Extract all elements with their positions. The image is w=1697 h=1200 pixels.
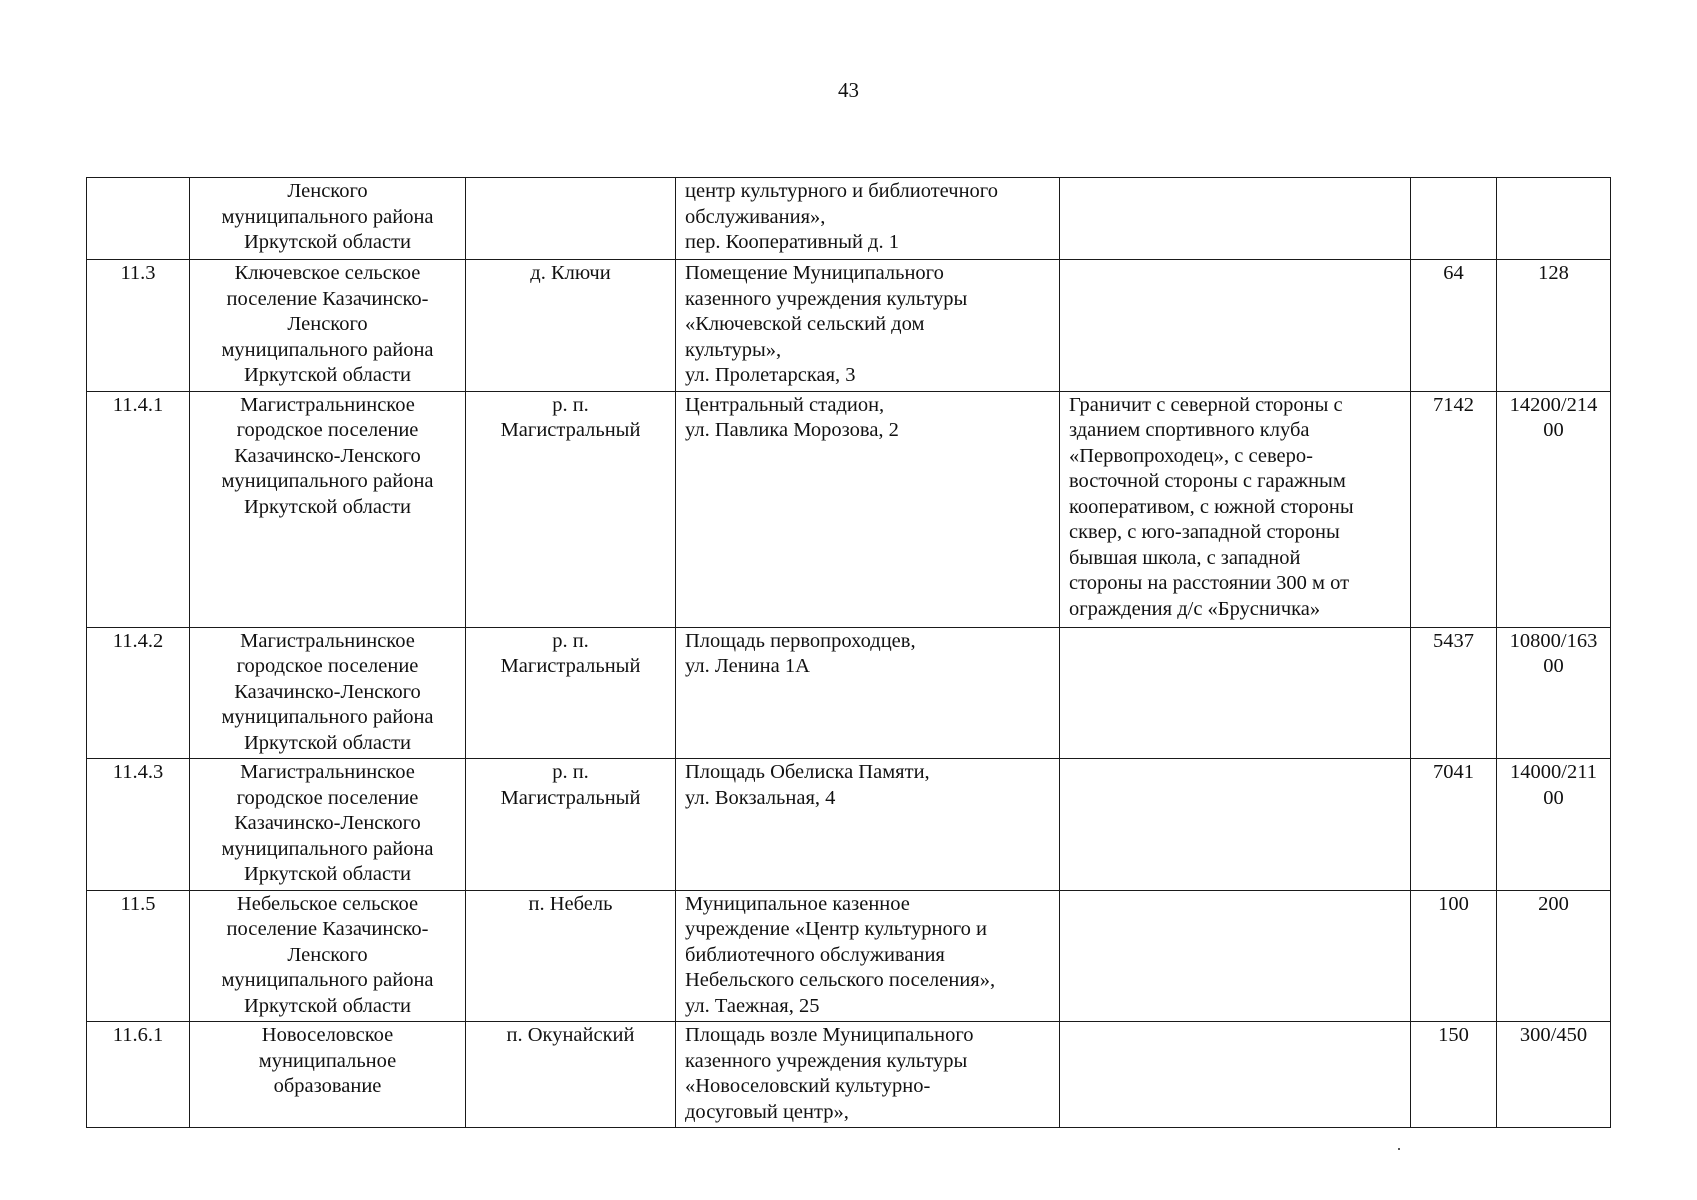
- municipality-line: поселение Казачинско-: [226, 287, 429, 310]
- area-cell: [1411, 178, 1497, 260]
- locality-line: п. Небель: [528, 892, 613, 915]
- boundaries-cell: [1060, 759, 1411, 891]
- capacity-cell: 200: [1497, 890, 1611, 1022]
- municipality-line: Ленского: [287, 180, 368, 202]
- capacity-cell: 14200/21400: [1497, 391, 1611, 627]
- table-body: [87, 178, 1611, 1128]
- venue-description-cell: [676, 178, 1060, 260]
- boundaries-line: кооперативом, с южной стороны: [1069, 495, 1354, 518]
- municipality-cell: [190, 391, 466, 627]
- boundaries-line: зданием спортивного клуба: [1069, 419, 1310, 441]
- row-number: 11.6.1: [87, 1022, 190, 1128]
- municipality-line: муниципального района: [221, 470, 434, 492]
- table-row: [87, 1022, 1611, 1128]
- municipality-line: Иркутской области: [243, 994, 412, 1017]
- scan-speck: [1398, 1148, 1400, 1150]
- municipality-line: муниципального района: [221, 837, 434, 860]
- row-number: [87, 178, 190, 260]
- table-row: [87, 178, 1611, 260]
- boundaries-line: «Первопроходец», с северо-: [1069, 444, 1313, 467]
- venue-description-line: пер. Кооперативный д. 1: [685, 231, 899, 253]
- table-row: [87, 627, 1611, 759]
- venue-description-line: Площадь возле Муниципального: [685, 1024, 974, 1046]
- boundaries-line: Граничит с северной стороны с: [1069, 393, 1343, 416]
- venue-description-line: учреждение «Центр культурного и: [685, 918, 987, 940]
- locality-line: р. п.: [552, 629, 589, 652]
- municipality-line: Ленского: [287, 943, 368, 966]
- venue-description-line: Центральный стадион,: [685, 393, 885, 416]
- venue-description-cell: [676, 890, 1060, 1022]
- municipality-cell: [190, 890, 466, 1022]
- municipality-line: муниципального района: [221, 338, 434, 361]
- locality-cell: [466, 178, 676, 260]
- boundaries-line: сквер, с юго-западной стороны: [1069, 521, 1340, 543]
- municipality-cell: [190, 260, 466, 392]
- municipality-line: Иркутской области: [243, 495, 412, 518]
- municipality-line: Иркутской области: [243, 731, 412, 754]
- locality-line: Магистральный: [500, 655, 641, 677]
- municipality-line: Иркутской области: [243, 863, 412, 885]
- row-number: 11.5: [87, 890, 190, 1022]
- locality-line: р. п.: [552, 393, 589, 416]
- venue-description-line: культуры»,: [685, 338, 782, 361]
- municipality-line: муниципального района: [221, 969, 434, 991]
- boundaries-cell: [1060, 260, 1411, 392]
- municipality-line: муниципальное: [258, 1049, 397, 1072]
- table-row: [87, 759, 1611, 891]
- capacity-cell: [1497, 178, 1611, 260]
- venue-description-line: досуговый центр»,: [685, 1100, 849, 1123]
- venue-description-line: обслуживания»,: [685, 205, 826, 228]
- table-row: [87, 260, 1611, 392]
- municipality-line: Магистральнинское: [240, 761, 415, 783]
- venue-description-line: ул. Пролетарская, 3: [685, 364, 856, 386]
- venue-description-line: Помещение Муниципального: [685, 262, 944, 284]
- municipality-line: поселение Казачинско-: [226, 918, 429, 940]
- municipality-line: городское поселение: [236, 655, 419, 677]
- municipality-line: Новоселовское: [261, 1024, 394, 1046]
- municipality-line: Ленского: [287, 313, 368, 335]
- capacity-cell: 14000/21100: [1497, 759, 1611, 891]
- venue-description-cell: [676, 759, 1060, 891]
- venues-table: [86, 177, 1611, 1128]
- locality-line: д. Ключи: [530, 262, 611, 284]
- venue-description-line: Небельского сельского поселения»,: [685, 969, 996, 991]
- venue-description-cell: [676, 391, 1060, 627]
- boundaries-cell: [1060, 890, 1411, 1022]
- venue-description-line: Муниципальное казенное: [685, 892, 910, 915]
- municipality-line: Казачинско-Ленского: [234, 812, 421, 834]
- locality-line: Магистральный: [500, 419, 641, 441]
- municipality-line: Ключевское сельское: [234, 262, 421, 284]
- venue-description-line: ул. Павлика Морозова, 2: [685, 419, 899, 441]
- venue-description-line: центр культурного и библиотечного: [685, 180, 998, 202]
- row-number: 11.4.2: [87, 627, 190, 759]
- venue-description-line: ул. Таежная, 25: [685, 994, 820, 1017]
- municipality-line: городское поселение: [236, 786, 419, 809]
- area-cell: 7041: [1411, 759, 1497, 891]
- venue-description-line: Площадь первопроходцев,: [685, 629, 916, 652]
- boundaries-cell: [1060, 1022, 1411, 1128]
- boundaries-line: восточной стороны с гаражным: [1069, 470, 1346, 492]
- boundaries-cell: [1060, 627, 1411, 759]
- capacity-cell: 128: [1497, 260, 1611, 392]
- municipality-line: городское поселение: [236, 419, 419, 441]
- municipality-line: Магистральнинское: [240, 629, 415, 652]
- boundaries-line: стороны на расстоянии 300 м от: [1069, 572, 1350, 594]
- boundaries-line: ограждения д/с «Брусничка»: [1069, 597, 1321, 620]
- locality-cell: [466, 260, 676, 392]
- municipality-line: Казачинско-Ленского: [234, 444, 421, 467]
- venue-description-cell: [676, 1022, 1060, 1128]
- venue-description-line: ул. Ленина 1А: [685, 655, 810, 677]
- municipality-line: Иркутской области: [243, 231, 412, 253]
- venue-description-line: «Новоселовский культурно-: [685, 1075, 931, 1097]
- table-row: [87, 890, 1611, 1022]
- capacity-cell: 10800/16300: [1497, 627, 1611, 759]
- municipality-line: образование: [273, 1075, 382, 1097]
- municipality-line: Иркутской области: [243, 364, 412, 386]
- venue-description-line: ул. Вокзальная, 4: [685, 786, 836, 809]
- locality-line: р. п.: [552, 761, 589, 783]
- venue-description-line: «Ключевской сельский дом: [685, 313, 925, 335]
- venue-description-line: казенного учреждения культуры: [685, 1049, 968, 1072]
- row-number: 11.4.3: [87, 759, 190, 891]
- venue-description-line: Площадь Обелиска Памяти,: [685, 761, 930, 783]
- municipality-line: муниципального района: [221, 205, 434, 228]
- locality-line: п. Окунайский: [506, 1024, 635, 1046]
- row-number: 11.3: [87, 260, 190, 392]
- municipality-line: Магистральнинское: [240, 393, 415, 416]
- locality-cell: [466, 759, 676, 891]
- municipality-cell: [190, 759, 466, 891]
- municipality-line: муниципального района: [221, 706, 434, 728]
- boundaries-cell: [1060, 391, 1411, 627]
- boundaries-line: бывшая школа, с западной: [1069, 546, 1301, 569]
- table-row: [87, 391, 1611, 627]
- municipality-cell: [190, 1022, 466, 1128]
- area-cell: 64: [1411, 260, 1497, 392]
- venue-description-line: библиотечного обслуживания: [685, 943, 945, 966]
- venue-description-cell: [676, 627, 1060, 759]
- locality-cell: [466, 391, 676, 627]
- area-cell: 7142: [1411, 391, 1497, 627]
- locality-line: Магистральный: [500, 786, 641, 809]
- municipality-line: Казачинско-Ленского: [234, 680, 421, 703]
- area-cell: 5437: [1411, 627, 1497, 759]
- locality-cell: [466, 1022, 676, 1128]
- municipality-cell: [190, 627, 466, 759]
- venue-description-cell: [676, 260, 1060, 392]
- locality-cell: [466, 627, 676, 759]
- capacity-cell: 300/450: [1497, 1022, 1611, 1128]
- boundaries-cell: [1060, 178, 1411, 260]
- row-number: 11.4.1: [87, 391, 190, 627]
- venue-description-line: казенного учреждения культуры: [685, 287, 968, 310]
- area-cell: 150: [1411, 1022, 1497, 1128]
- municipality-cell: [190, 178, 466, 260]
- locality-cell: [466, 890, 676, 1022]
- page-number: 43: [838, 78, 859, 102]
- municipality-line: Небельское сельское: [236, 892, 419, 915]
- area-cell: 100: [1411, 890, 1497, 1022]
